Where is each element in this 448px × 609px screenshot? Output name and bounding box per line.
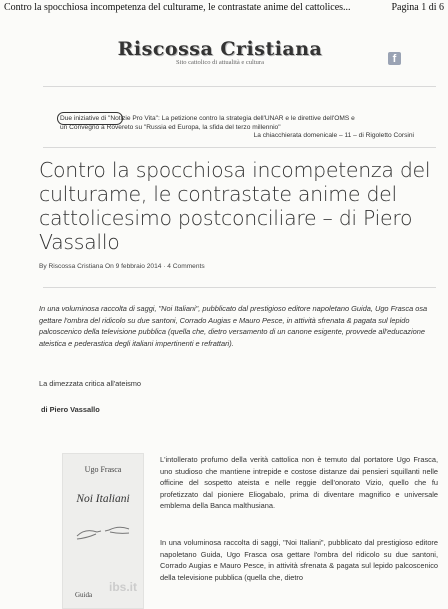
- facebook-icon[interactable]: f: [388, 52, 401, 65]
- divider: [43, 86, 436, 87]
- divider: [43, 147, 436, 148]
- ticker-item[interactable]: Due iniziative di "Notizie Pro Vita": La petizione contro la strategia dell'UNAR e le direttive dell'OMS e: [60, 115, 355, 122]
- ticker-highlight: [57, 112, 123, 125]
- seller-logo: ibs.it: [109, 580, 138, 594]
- page-number: Pagina 1 di 6: [391, 2, 444, 13]
- article-title: Contro la spocchiosa incompetenza del culturame, le contrastate anime del cattolicesimo postconciliare – di Piero Vassallo: [39, 158, 431, 254]
- hands-illustration: [75, 520, 131, 546]
- site-tagline: Sito cattolico di attualità e cultura: [176, 59, 264, 66]
- book-cover-image: [62, 453, 144, 609]
- news-ticker[interactable]: [60, 115, 436, 141]
- divider: [43, 287, 436, 288]
- article-byline[interactable]: By Riscossa Cristiana On 9 febbraio 2014 · 4 Comments: [39, 263, 205, 270]
- book-author: Ugo Frasca: [84, 465, 122, 474]
- article-intro: In una voluminosa raccolta di saggi, "Noi Italiani", pubblicato dal prestigioso editore napoletano Guida, Ugo Frasca osa gettare l'ombra del ridicolo su due santoni, Corrado Augias e Mauro Pesce, in attività sfrenata & pagata sul lepido palcoscenico della televisione pubblica (quella che, dietro versamento di un canone esigente, provvede all'educazione ateistica e pederastica degli italiani impertinenti e refrattari).: [39, 304, 428, 348]
- site-title[interactable]: Riscossa Cristiana: [117, 38, 323, 60]
- print-header: [4, 2, 444, 13]
- print-header-title: Contro la spocchiosa incompetenza del culturame, le contrastate anime del cattolices...: [4, 2, 351, 13]
- site-masthead[interactable]: [90, 38, 350, 66]
- book-title: Noi Italiani: [76, 493, 130, 505]
- article-author: di Piero Vassallo: [41, 405, 100, 414]
- article-paragraph: L'intollerato profumo della verità cattolica non è temuto dal portatore Ugo Frasca, uno studioso che mantiene intrepide e costose distanze dai pensieri squillanti nelle officine del sospetto ateista e nelle reggie dell'onorato Vizio, quello che fu profetizzato dal pioniere Eliogabalo, prima di diventare magnifico e universale emblema della Banca malthusiana.: [160, 455, 438, 511]
- article-subhead: La dimezzata critica all'ateismo: [39, 379, 142, 388]
- ticker-item[interactable]: un Convegno a Rovereto su "Russia ed Europa, la sfida del terzo millennio": [60, 123, 281, 131]
- book-publisher: Guida: [75, 591, 93, 599]
- article-paragraph: In una voluminosa raccolta di saggi, "Noi Italiani", pubblicato dal prestigioso editore napoletano Guida, Ugo Frasca osa gettare l'ombra del ridicolo su due santoni, Corrado Augias e Mauro Pesce, in attività sfrenata & pagata sul lepido palcoscenico della televisione pubblica (quella che, dietro: [160, 538, 438, 582]
- ticker-item[interactable]: La chiacchierata domenicale – 11 – di Rigoletto Corsini: [253, 132, 414, 140]
